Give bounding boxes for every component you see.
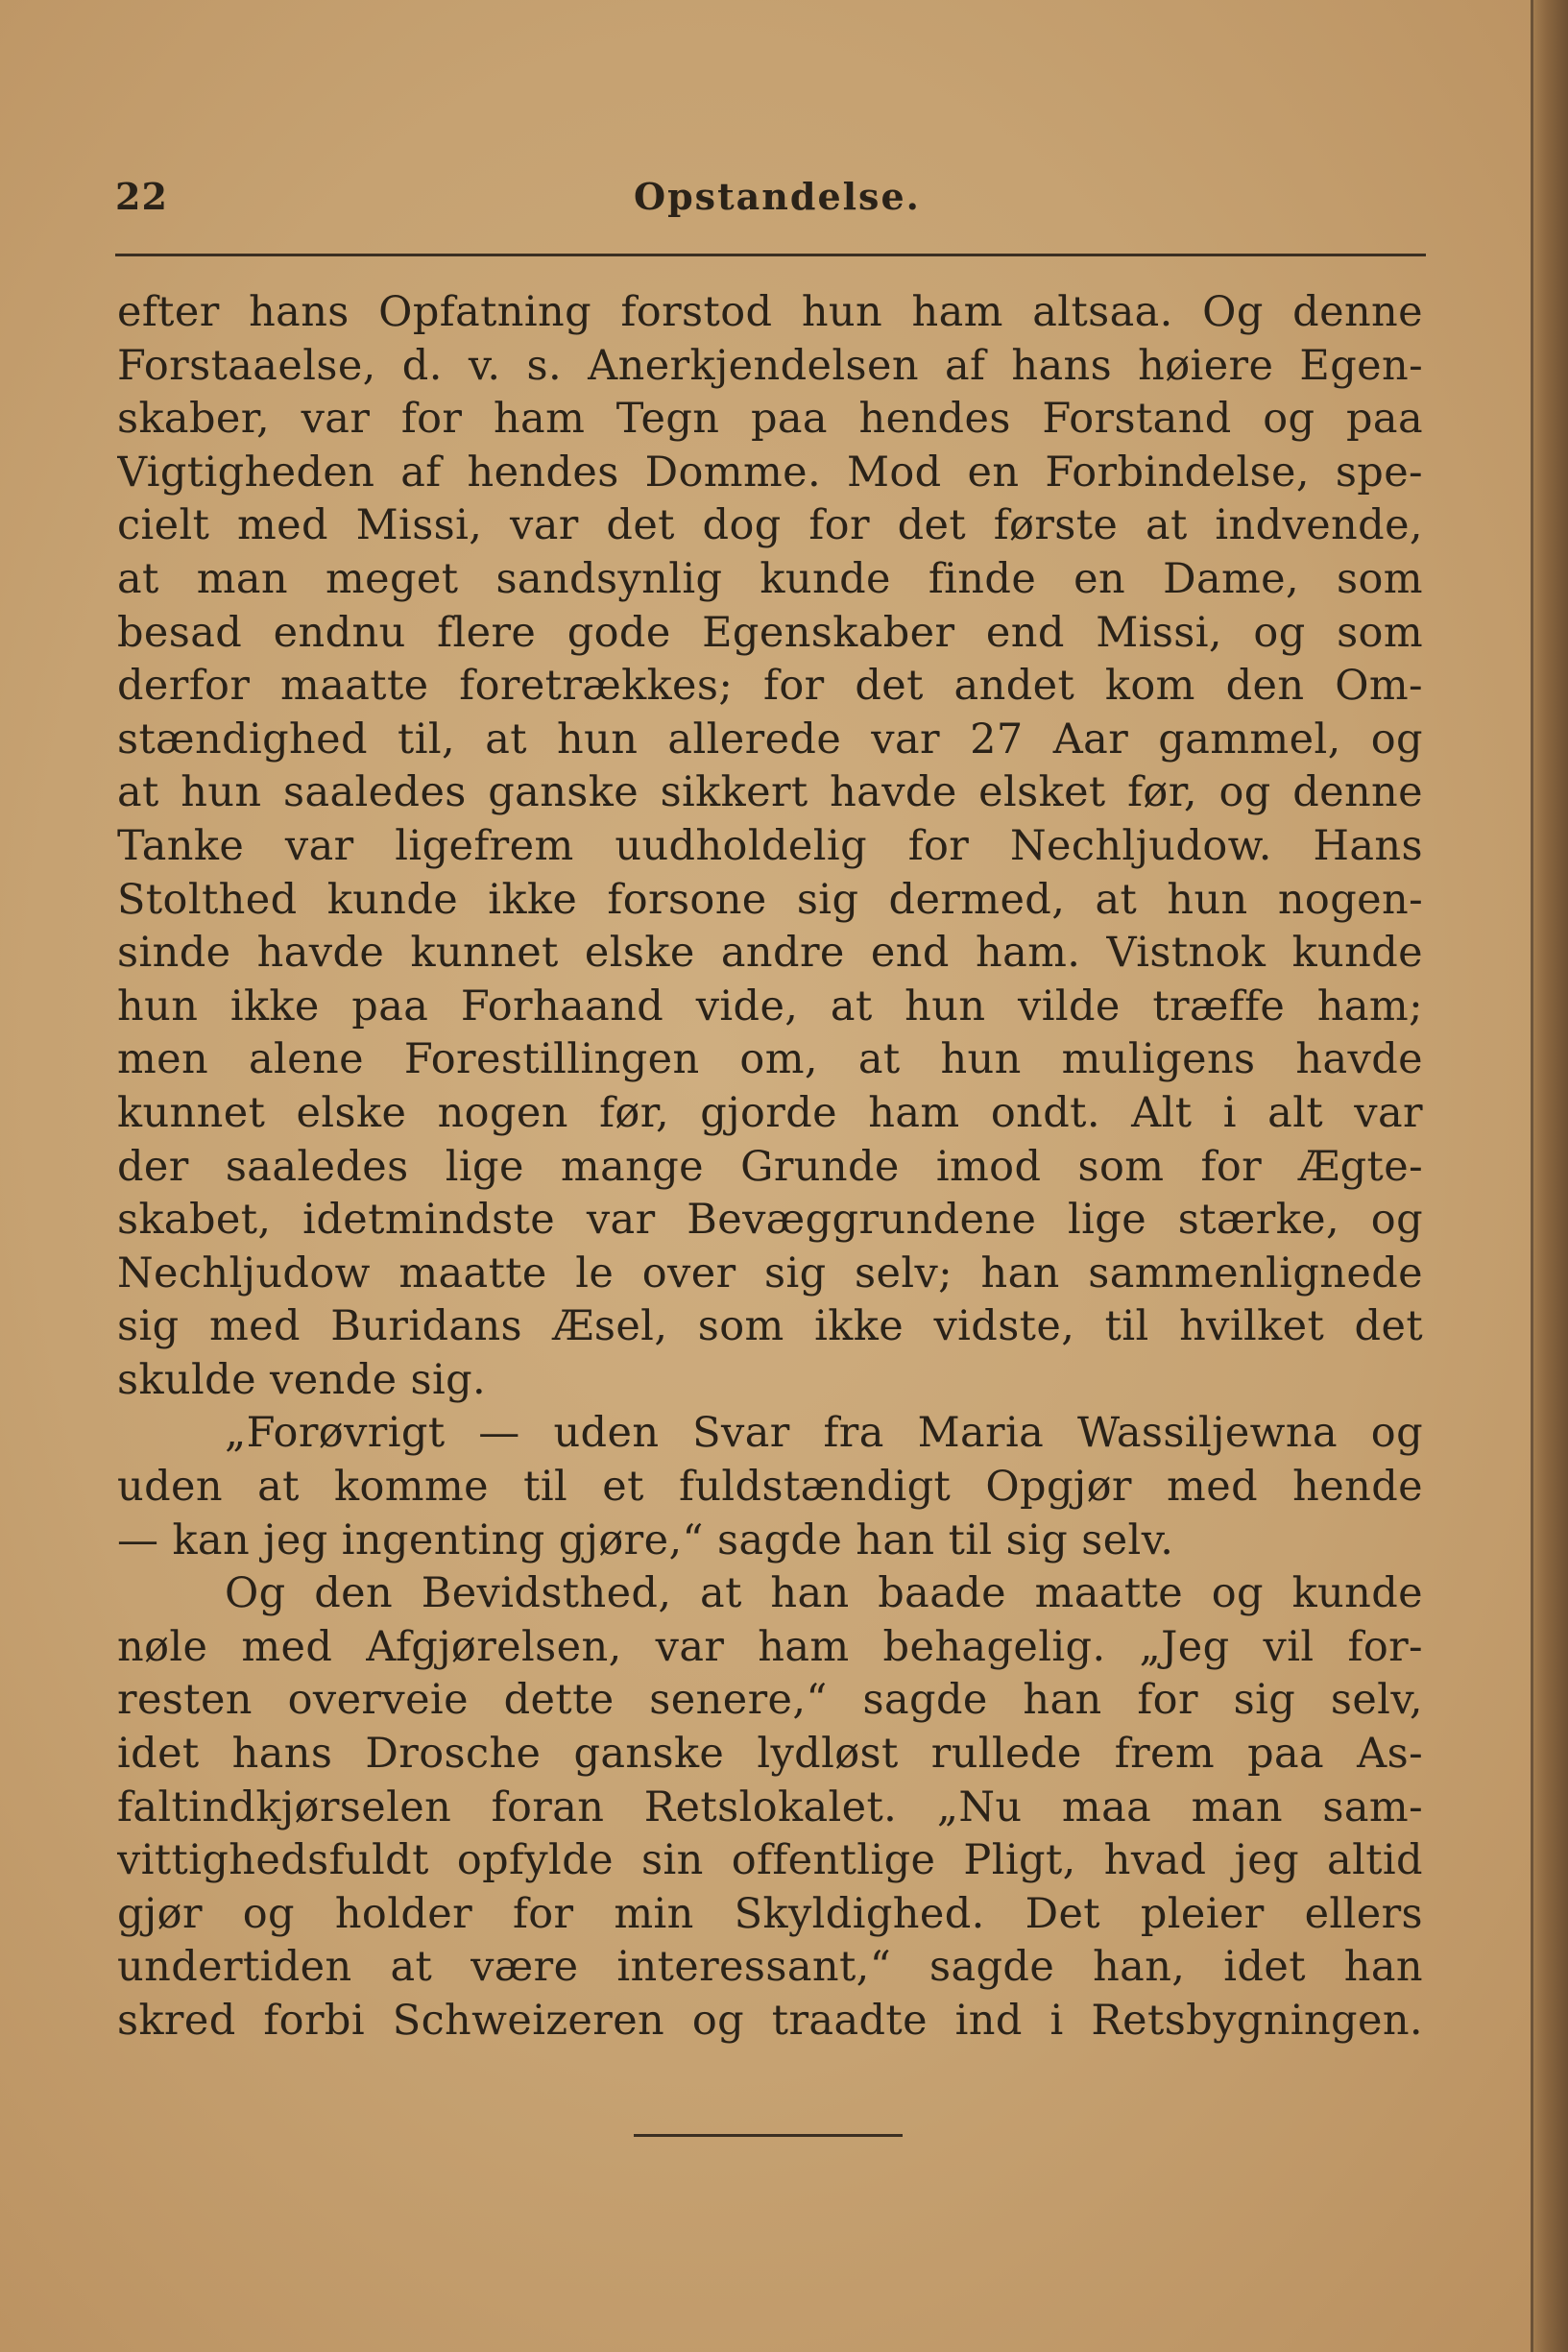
- text-line: cielt med Missi, var det dog for det første at indvende,: [117, 501, 1423, 550]
- text-line: Nechljudow maatte le over sig selv; han sammenlignede: [117, 1249, 1423, 1297]
- header-rule: [115, 254, 1426, 256]
- text-line: skaber, var for ham Tegn paa hendes Forstand og paa: [117, 395, 1423, 444]
- text-line: faltindkjørselen foran Retslokalet. „Nu maa man sam-: [117, 1782, 1423, 1831]
- text-line: skabet, idetmindste var Bevæggrundene lige stærke, og: [117, 1196, 1423, 1245]
- text-line: — kan jeg ingenting gjøre,“ sagde han til sig selv.: [117, 1515, 1174, 1564]
- text-line: „Forøvrigt — uden Svar fra Maria Wassiljewna og: [225, 1409, 1423, 1458]
- text-line: Stolthed kunde ikke forsone sig dermed, at hun nogen-: [117, 875, 1423, 924]
- text-line: der saaledes lige mange Grunde imod som for Ægte-: [117, 1142, 1423, 1191]
- text-line: resten overveie dette senere,“ sagde han for sig selv,: [117, 1676, 1423, 1725]
- page-edge: [1533, 0, 1568, 2352]
- text-line: skulde vende sig.: [117, 1355, 487, 1404]
- running-title: Opstandelse.: [634, 175, 921, 218]
- text-line: stændighed til, at hun allerede var 27 Aar gammel, og: [117, 715, 1423, 764]
- text-line: uden at komme til et fuldstændigt Opgjør med hende: [117, 1463, 1423, 1512]
- text-line: Vigtigheden af hendes Domme. Mod en Forbindelse, spe-: [117, 448, 1423, 497]
- text-line: idet hans Drosche ganske lydløst rullede frem paa As-: [117, 1730, 1423, 1779]
- running-head: [115, 175, 1421, 232]
- text-line: Forstaaelse, d. v. s. Anerkjendelsen af hans høiere Egen-: [117, 341, 1423, 390]
- text-line: efter hans Opfatning forstod hun ham altsaa. Og denne: [117, 288, 1423, 336]
- text-line: sinde havde kunnet elske andre end ham. Vistnok kunde: [117, 929, 1423, 978]
- text-line: men alene Forestillingen om, at hun muligens havde: [117, 1035, 1423, 1084]
- end-rule: [634, 2134, 903, 2137]
- page-number: 22: [115, 175, 168, 218]
- text-line: sig med Buridans Æsel, som ikke vidste, til hvilket det: [117, 1302, 1423, 1351]
- text-line: hun ikke paa Forhaand vide, at hun vilde træffe ham;: [117, 982, 1423, 1031]
- text-line: Og den Bevidsthed, at han baade maatte og kunde: [225, 1569, 1423, 1618]
- text-line: vittighedsfuldt opfylde sin offentlige Pligt, hvad jeg altid: [117, 1836, 1423, 1885]
- text-line: gjør og holder for min Skyldighed. Det pleier ellers: [117, 1889, 1423, 1938]
- text-line: at hun saaledes ganske sikkert havde elsket før, og denne: [117, 768, 1423, 817]
- body-text: [117, 286, 1423, 2049]
- text-line: derfor maatte foretrækkes; for det andet kom den Om-: [117, 662, 1423, 711]
- text-line: at man meget sandsynlig kunde finde en Dame, som: [117, 554, 1423, 603]
- text-line: undertiden at være interessant,“ sagde han, idet han: [117, 1943, 1423, 1992]
- text-line: kunnet elske nogen før, gjorde ham ondt. Alt i alt var: [117, 1088, 1423, 1137]
- text-line: skred forbi Schweizeren og traadte ind i Retsbygningen.: [117, 1997, 1423, 2045]
- text-line: besad endnu flere gode Egenskaber end Missi, og som: [117, 608, 1423, 657]
- text-line: nøle med Afgjørelsen, var ham behagelig. „Jeg vil for-: [117, 1622, 1423, 1671]
- text-line: Tanke var ligefrem uudholdelig for Nechljudow. Hans: [117, 821, 1423, 870]
